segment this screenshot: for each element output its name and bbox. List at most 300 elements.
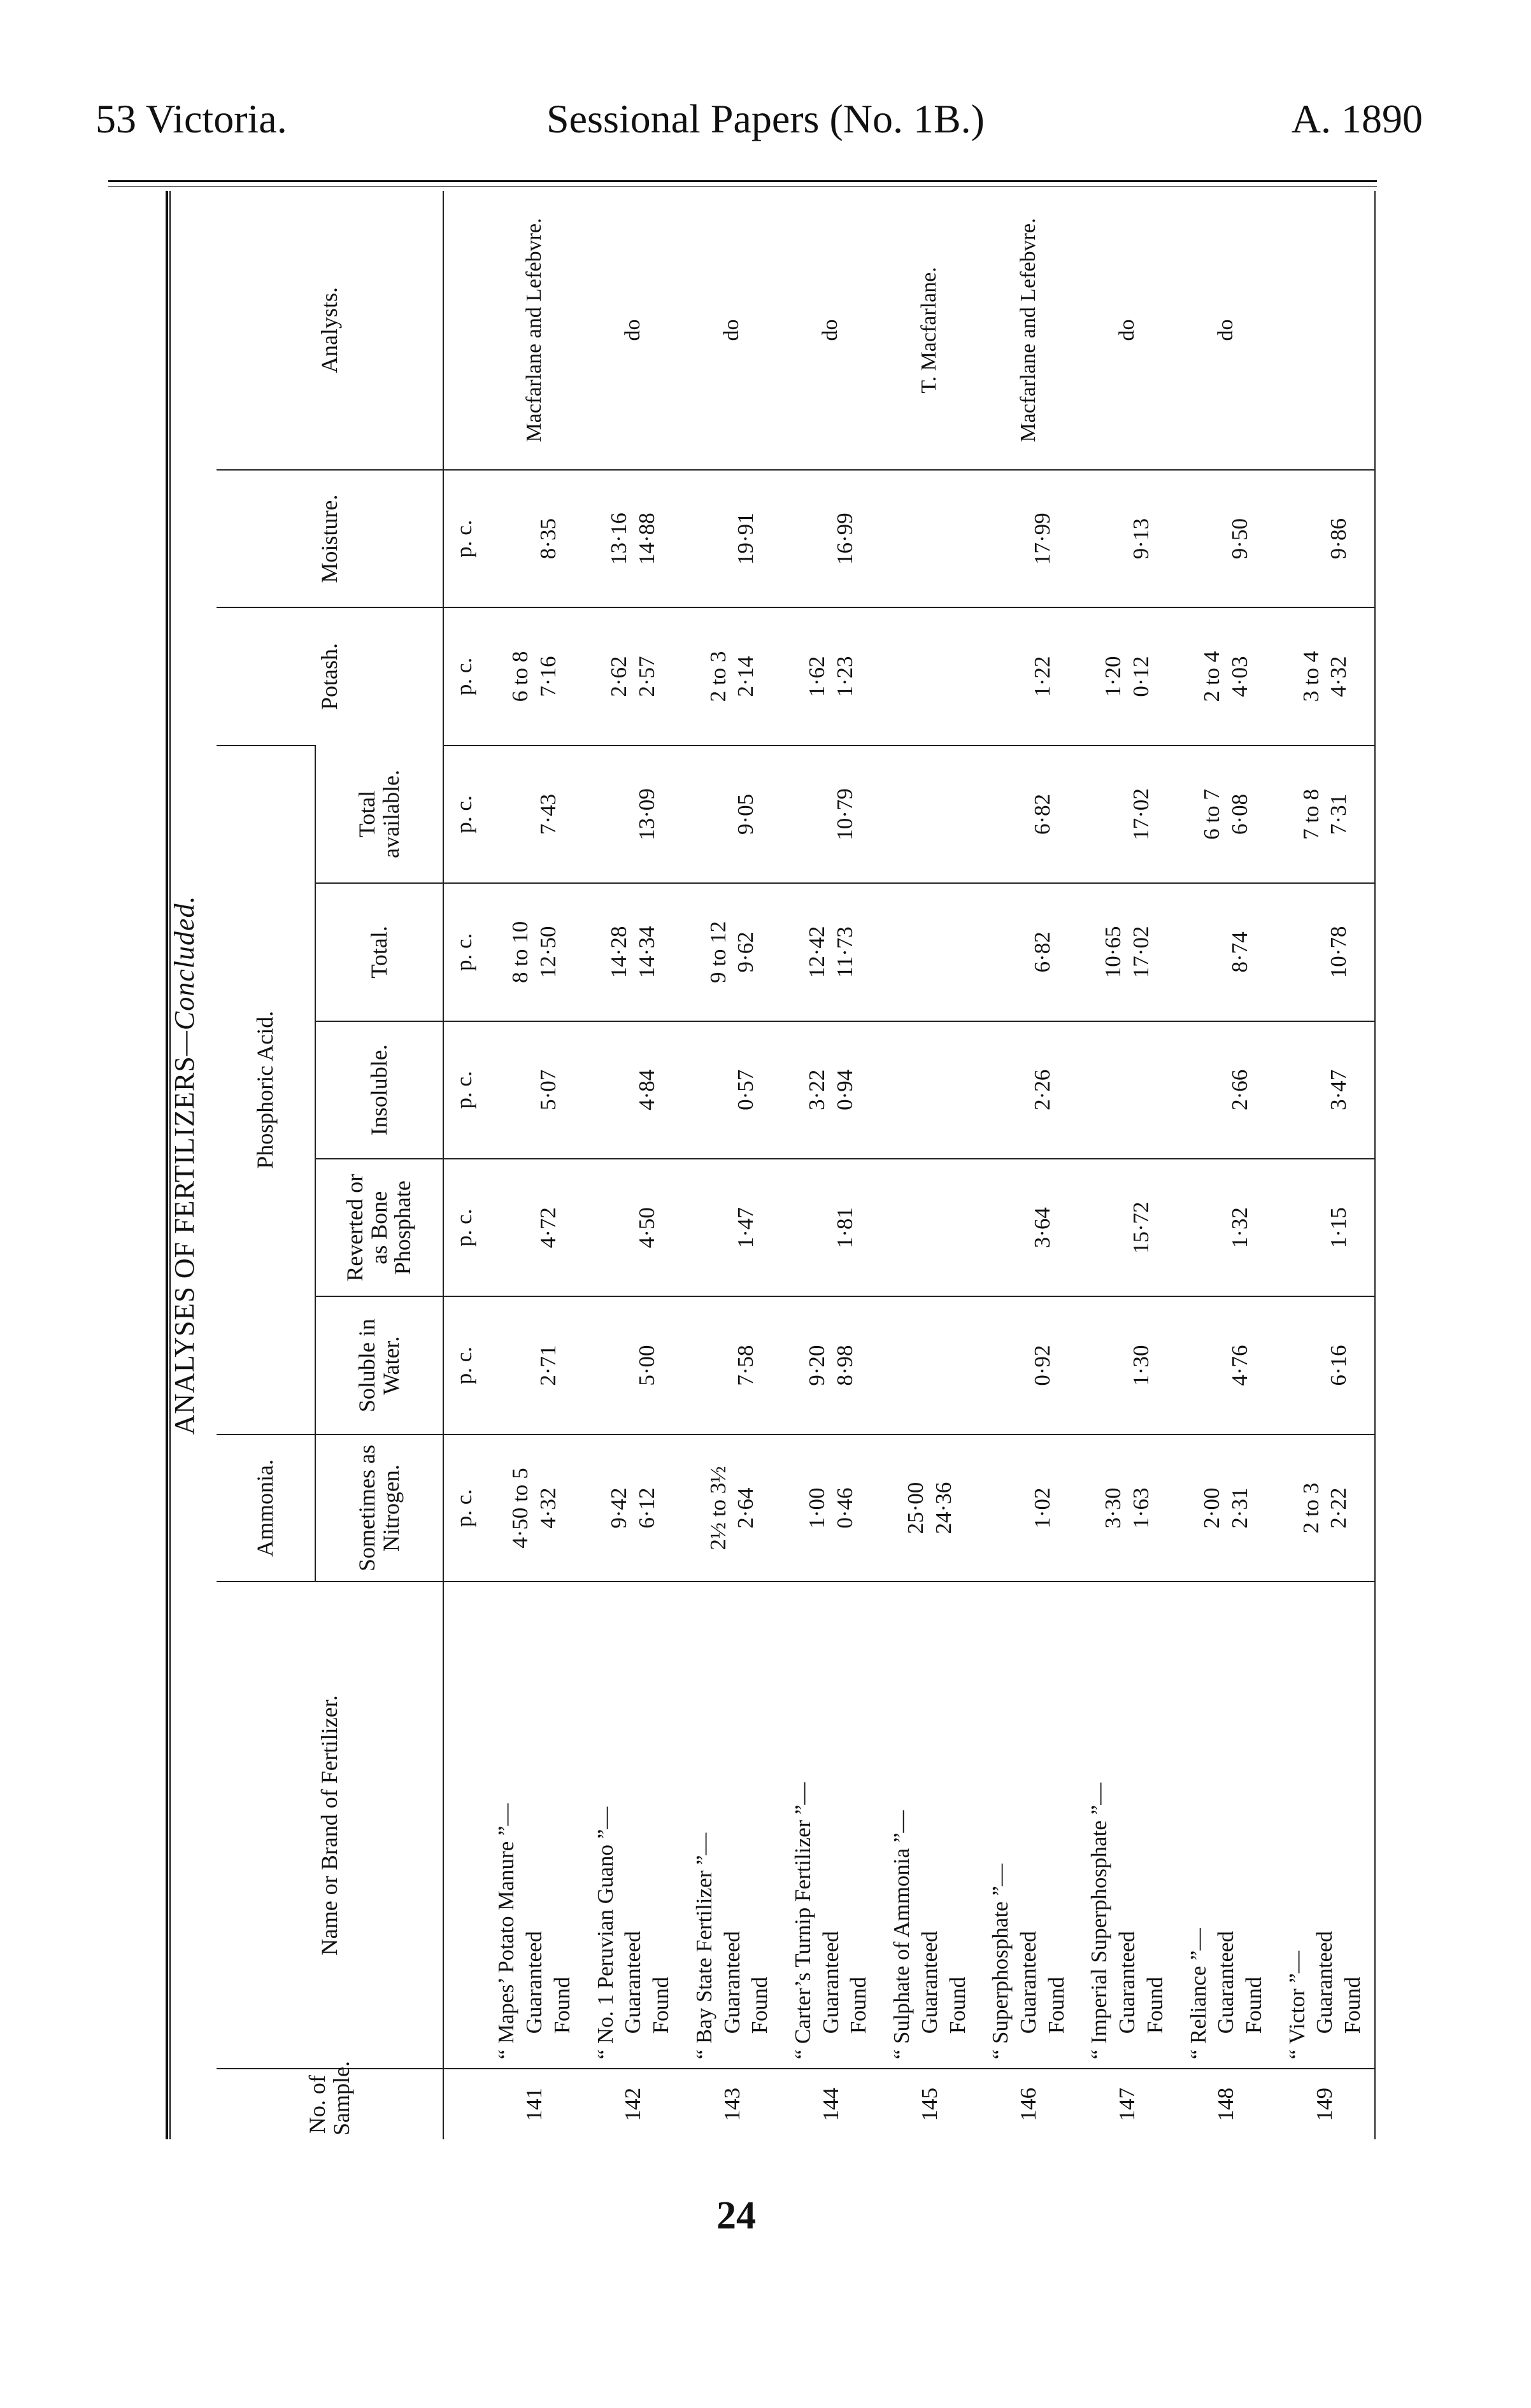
cell-moisture: [683, 470, 781, 607]
found-value: 4·72: [536, 1207, 561, 1249]
guaranteed-value: [1297, 474, 1325, 603]
cell-insoluble: [880, 1021, 979, 1159]
found-value: 17·99: [1029, 513, 1055, 565]
cell-total: [584, 883, 683, 1021]
found-value: [930, 612, 958, 740]
unit-blank-analysts: [443, 191, 485, 470]
found-value: 4·76: [1227, 1345, 1253, 1386]
analysts-text: do: [720, 319, 744, 341]
guaranteed-value: [1000, 474, 1029, 603]
found-value: 1·22: [1029, 656, 1055, 697]
guaranteed-value: 12·42: [804, 926, 829, 979]
guaranteed-label: Guaranteed: [916, 1930, 942, 2034]
cell-potash: [1078, 607, 1176, 745]
guaranteed-value: [902, 612, 930, 740]
found-value: 11·73: [832, 926, 857, 978]
table-row: [1276, 191, 1375, 2139]
found-value: 6·12: [634, 1487, 660, 1529]
guaranteed-value: [1198, 888, 1226, 1016]
col-total: Total.: [315, 883, 443, 1021]
cell-soluble: [1078, 1296, 1176, 1434]
cell-soluble: [683, 1296, 781, 1434]
guaranteed-value: 2·62: [606, 656, 632, 697]
guaranteed-value: [1198, 1301, 1226, 1429]
found-value: 3·64: [1029, 1207, 1055, 1249]
guaranteed-value: [704, 474, 732, 603]
fertilizer-name-text: “ No. 1 Peruvian Guano ”—: [592, 1806, 618, 2060]
cell-reverted: [1276, 1159, 1375, 1296]
guaranteed-label: Guaranteed: [1114, 1930, 1140, 2034]
sample-no: [683, 2069, 781, 2139]
cell-insoluble: [781, 1021, 880, 1159]
found-value: 9·13: [1129, 518, 1153, 560]
analysts-text: T. Macfarlane.: [917, 267, 941, 393]
table-row: [781, 191, 880, 2139]
found-value: 16·99: [832, 513, 857, 565]
guaranteed-value: [1000, 1439, 1029, 1578]
sample-no: [781, 2069, 880, 2139]
found-value: 9·50: [1227, 518, 1253, 560]
fertilizer-name: [485, 1582, 583, 2069]
guaranteed-value: [1099, 474, 1127, 603]
guaranteed-value: [1099, 1301, 1127, 1429]
col-analysts: Analysts.: [217, 191, 443, 470]
cell-total: [683, 883, 781, 1021]
cell-moisture: [979, 470, 1078, 607]
col-name: Name or Brand of Fertilizer.: [217, 1582, 443, 2069]
guaranteed-value: [902, 750, 930, 879]
found-value: 2·57: [634, 656, 660, 697]
table-title-text: ANALYSES OF FERTILIZERS: [169, 1056, 200, 1435]
cell-total: [1078, 883, 1176, 1021]
cell-moisture: [781, 470, 880, 607]
unit-blank-no: [443, 2069, 485, 2139]
guaranteed-label: Guaranteed: [818, 1930, 843, 2034]
analysts-text: do: [620, 319, 644, 341]
guaranteed-value: [704, 1026, 732, 1154]
cell-reverted: [880, 1159, 979, 1296]
found-value: 9·86: [1326, 518, 1351, 560]
guaranteed-value: [902, 888, 930, 1016]
guaranteed-value: 14·28: [606, 926, 632, 979]
cell-soluble: [781, 1296, 880, 1434]
table-row: [584, 191, 683, 2139]
found-label: Found: [549, 1976, 574, 2034]
cell-soluble: [1276, 1296, 1375, 1434]
found-label: Found: [1142, 1976, 1167, 2034]
found-value: 10·78: [1326, 926, 1351, 979]
cell-total: [1276, 883, 1375, 1021]
table-row: [683, 191, 781, 2139]
sample-no-text: 146: [1015, 2087, 1041, 2121]
guaranteed-value: [704, 1163, 732, 1292]
cell-reverted: [781, 1159, 880, 1296]
cell-potash: [1177, 607, 1276, 745]
col-soluble: Soluble in Water.: [315, 1296, 443, 1434]
analysts-cell: [683, 191, 781, 470]
guaranteed-value: [506, 1026, 534, 1154]
cell-total-available: [1276, 746, 1375, 883]
found-label: Found: [1340, 1976, 1365, 2034]
sample-no: [1078, 2069, 1176, 2139]
found-value: 4·32: [1326, 656, 1351, 697]
fertilizer-name-text: “ Imperial Superphosphate ”—: [1086, 1782, 1112, 2060]
found-label: Found: [846, 1976, 871, 2034]
analysts-cell: [1276, 191, 1375, 470]
cell-total-available: [485, 746, 583, 883]
found-value: [930, 1026, 958, 1154]
sample-no: [880, 2069, 979, 2139]
table-title-suffix: —Concluded.: [169, 895, 200, 1056]
sample-no: [979, 2069, 1078, 2139]
guaranteed-value: 9·20: [804, 1345, 829, 1386]
col-phosphoric-group: Phosphoric Acid.: [217, 746, 315, 1434]
rotated-table-area: [166, 191, 1382, 2139]
found-value: 4·03: [1227, 656, 1253, 697]
guaranteed-value: 6 to 8: [508, 651, 533, 702]
cell-moisture: [880, 470, 979, 607]
sample-no-text: 149: [1312, 2087, 1337, 2121]
guaranteed-value: 2 to 4: [1199, 651, 1225, 702]
analysts-cell: [979, 191, 1078, 470]
analysts-cell: [781, 191, 880, 470]
cell-potash: [485, 607, 583, 745]
header-rule: [108, 180, 1377, 182]
guaranteed-value: [1000, 1163, 1029, 1292]
page-number: 24: [716, 2194, 756, 2237]
guaranteed-value: 2½ to 3½: [705, 1466, 730, 1550]
analysts-cell: [1177, 191, 1276, 470]
unit-potash: p. c.: [443, 607, 485, 745]
unit-blank-name: [443, 1582, 485, 2069]
found-value: [1127, 1026, 1155, 1154]
guaranteed-value: 1·20: [1100, 656, 1126, 697]
found-value: 6·08: [1227, 793, 1253, 835]
found-value: 0·92: [1029, 1345, 1055, 1386]
unit-total-available: p. c.: [443, 746, 485, 883]
analysts-text: do: [818, 319, 843, 341]
found-value: 7·31: [1326, 793, 1351, 835]
fertilizer-name-text: “ Victor ”—: [1284, 1951, 1309, 2060]
found-value: 3·47: [1326, 1069, 1351, 1110]
cell-potash: [979, 607, 1078, 745]
guaranteed-value: 9·42: [606, 1487, 632, 1529]
cell-moisture: [584, 470, 683, 607]
fertilizer-name: [1276, 1582, 1375, 2069]
found-value: 9·05: [733, 793, 758, 835]
guaranteed-value: 2 to 3: [705, 651, 730, 702]
found-label: Found: [1043, 1976, 1069, 2034]
guaranteed-value: [1198, 1163, 1226, 1292]
guaranteed-value: [803, 750, 831, 879]
guaranteed-value: [1000, 888, 1029, 1016]
sample-no-text: 142: [620, 2087, 646, 2121]
cell-total-available: [584, 746, 683, 883]
unit-soluble: p. c.: [443, 1296, 485, 1434]
table-title: [166, 191, 204, 2139]
found-value: 1·47: [733, 1207, 758, 1249]
guaranteed-value: [1000, 1026, 1029, 1154]
guaranteed-value: [605, 1301, 633, 1429]
cell-potash: [781, 607, 880, 745]
fertilizer-name: [781, 1582, 880, 2069]
cell-insoluble: [1276, 1021, 1375, 1159]
header-rule-thin: [108, 186, 1377, 187]
cell-ammonia: [880, 1434, 979, 1582]
found-value: [930, 1163, 958, 1292]
fertilizer-name-text: “ Superphosphate ”—: [988, 1864, 1013, 2060]
found-value: 1·02: [1029, 1487, 1055, 1529]
found-value: 1·81: [832, 1207, 857, 1249]
guaranteed-value: 8 to 10: [508, 921, 533, 983]
cell-total-available: [683, 746, 781, 883]
table-body: [443, 191, 1375, 2139]
cell-ammonia: [683, 1434, 781, 1582]
cell-reverted: [1078, 1159, 1176, 1296]
found-value: 7·58: [733, 1345, 758, 1386]
cell-insoluble: [1177, 1021, 1276, 1159]
guaranteed-value: [1198, 1026, 1226, 1154]
found-value: 2·22: [1326, 1487, 1351, 1529]
guaranteed-value: [605, 1163, 633, 1292]
cell-ammonia: [584, 1434, 683, 1582]
cell-insoluble: [584, 1021, 683, 1159]
guaranteed-value: [803, 474, 831, 603]
found-value: 4·84: [634, 1069, 660, 1110]
cell-moisture: [1276, 470, 1375, 607]
guaranteed-value: [506, 1163, 534, 1292]
found-value: 12·50: [536, 926, 561, 979]
guaranteed-value: [1297, 1301, 1325, 1429]
cell-ammonia: [1276, 1434, 1375, 1582]
found-value: 2·26: [1029, 1069, 1055, 1110]
sample-no: [1177, 2069, 1276, 2139]
cell-insoluble: [979, 1021, 1078, 1159]
found-value: [930, 750, 958, 879]
analysts-cell: [880, 191, 979, 470]
cell-ammonia: [485, 1434, 583, 1582]
cell-ammonia: [1078, 1434, 1176, 1582]
found-value: 2·71: [536, 1345, 561, 1386]
guaranteed-value: [704, 750, 732, 879]
found-value: 0·94: [832, 1069, 857, 1110]
guaranteed-value: 1·00: [804, 1487, 829, 1529]
guaranteed-value: 9 to 12: [705, 921, 730, 983]
found-value: 4·50: [634, 1207, 660, 1249]
col-insoluble: Insoluble.: [315, 1021, 443, 1159]
cell-insoluble: [683, 1021, 781, 1159]
found-value: 1·30: [1129, 1345, 1153, 1386]
cell-soluble: [979, 1296, 1078, 1434]
cell-reverted: [979, 1159, 1078, 1296]
guaranteed-value: 2·00: [1199, 1487, 1225, 1529]
found-value: 8·35: [536, 518, 561, 560]
unit-total: p. c.: [443, 883, 485, 1021]
guaranteed-value: [902, 1163, 930, 1292]
cell-reverted: [1177, 1159, 1276, 1296]
cell-reverted: [584, 1159, 683, 1296]
guaranteed-value: 13·16: [606, 513, 632, 565]
analysts-cell: [584, 191, 683, 470]
guaranteed-value: [1000, 612, 1029, 740]
cell-potash: [584, 607, 683, 745]
found-value: 0·12: [1129, 656, 1153, 697]
guaranteed-value: 25·00: [902, 1482, 928, 1534]
analysts-text: do: [1213, 319, 1237, 341]
fertilizer-name: [1078, 1582, 1176, 2069]
guaranteed-value: [506, 750, 534, 879]
sample-no: [1276, 2069, 1375, 2139]
cell-moisture: [485, 470, 583, 607]
cell-total: [781, 883, 880, 1021]
cell-ammonia: [979, 1434, 1078, 1582]
guaranteed-value: [605, 750, 633, 879]
guaranteed-value: [803, 1163, 831, 1292]
found-value: 1·23: [832, 656, 857, 697]
col-total-available: Total available.: [315, 746, 443, 883]
guaranteed-value: [1099, 1026, 1127, 1154]
guaranteed-value: 1·62: [804, 656, 829, 697]
analysts-cell: [485, 191, 583, 470]
fertilizer-name: [880, 1582, 979, 2069]
found-value: [930, 888, 958, 1016]
fertilizer-name: [683, 1582, 781, 2069]
cell-soluble: [485, 1296, 583, 1434]
found-value: 2·31: [1227, 1487, 1253, 1529]
guaranteed-value: 7 to 8: [1298, 789, 1323, 840]
guaranteed-label: Guaranteed: [522, 1930, 547, 2034]
guaranteed-value: 3 to 4: [1298, 651, 1323, 702]
cell-soluble: [584, 1296, 683, 1434]
fertilizer-name: [584, 1582, 683, 2069]
fertilizer-name-text: “ Sulphate of Ammonia ”—: [889, 1810, 915, 2060]
sample-no-text: 143: [719, 2087, 744, 2121]
analysts-cell: [1078, 191, 1176, 470]
guaranteed-value: [506, 1301, 534, 1429]
col-ammonia-group: Ammonia.: [217, 1434, 315, 1582]
unit-moisture: p. c.: [443, 470, 485, 607]
sample-no-text: 145: [916, 2087, 942, 2121]
unit-insoluble: p. c.: [443, 1021, 485, 1159]
guaranteed-value: [1198, 474, 1226, 603]
found-value: 6·82: [1029, 931, 1055, 973]
cell-potash: [1276, 607, 1375, 745]
fertilizer-name-text: “ Mapes’ Potato Manure ”—: [494, 1803, 519, 2060]
header-title: Sessional Papers (No. 1B.): [546, 96, 985, 141]
cell-total-available: [781, 746, 880, 883]
table-row: [1177, 191, 1276, 2139]
header-year: A. 1890: [1291, 96, 1423, 141]
fertilizer-name: [979, 1582, 1078, 2069]
table-row: [979, 191, 1078, 2139]
guaranteed-value: [1297, 888, 1325, 1016]
guaranteed-value: [704, 1301, 732, 1429]
found-value: 9·62: [733, 931, 758, 973]
col-no: No. of Sample.: [217, 2069, 443, 2139]
table-row: [485, 191, 583, 2139]
guaranteed-label: Guaranteed: [620, 1930, 646, 2034]
found-value: 2·64: [733, 1487, 758, 1529]
found-value: 0·46: [832, 1487, 857, 1529]
guaranteed-value: [902, 1301, 930, 1429]
unit-row: [443, 191, 485, 2139]
sample-no-text: 144: [818, 2087, 843, 2121]
found-value: 13·09: [634, 788, 660, 840]
found-value: 6·82: [1029, 793, 1055, 835]
found-value: 8·74: [1227, 931, 1253, 973]
sample-no-text: 141: [522, 2087, 547, 2121]
analysts-text: Macfarlane and Lefebvre.: [1016, 218, 1040, 443]
found-value: [930, 474, 958, 603]
col-ammonia: Sometimes as Nitrogen.: [315, 1434, 443, 1582]
guaranteed-label: Guaranteed: [1015, 1930, 1041, 2034]
cell-insoluble: [485, 1021, 583, 1159]
found-value: 14·88: [634, 513, 660, 565]
guaranteed-value: [1099, 750, 1127, 879]
sample-no: [485, 2069, 583, 2139]
sample-no: [584, 2069, 683, 2139]
analysts-text: do: [1114, 319, 1139, 341]
found-label: Found: [648, 1976, 674, 2034]
found-value: 7·16: [536, 656, 561, 697]
guaranteed-value: [605, 1026, 633, 1154]
cell-total: [979, 883, 1078, 1021]
cell-insoluble: [1078, 1021, 1176, 1159]
table-row: [1078, 191, 1176, 2139]
fertilizer-name: [1177, 1582, 1276, 2069]
cell-potash: [880, 607, 979, 745]
found-value: 2·14: [733, 656, 758, 697]
fertilizer-table: [217, 191, 1376, 2139]
sample-no-text: 147: [1114, 2087, 1140, 2121]
cell-moisture: [1177, 470, 1276, 607]
fertilizer-name-text: “ Reliance ”—: [1185, 1928, 1211, 2060]
found-value: [930, 1301, 958, 1429]
found-value: 1·63: [1129, 1487, 1153, 1529]
unit-ammonia: p. c.: [443, 1434, 485, 1582]
found-value: 2·66: [1227, 1069, 1253, 1110]
found-value: 6·16: [1326, 1345, 1351, 1386]
guaranteed-value: [506, 474, 534, 603]
found-value: 15·72: [1129, 1201, 1153, 1254]
analysts-text: Macfarlane and Lefebvre.: [522, 218, 546, 443]
cell-total-available: [1078, 746, 1176, 883]
fertilizer-name-text: “ Carter’s Turnip Fertilizer ”—: [790, 1782, 815, 2060]
cell-total-available: [979, 746, 1078, 883]
found-value: 10·79: [832, 788, 857, 840]
found-value: 14·34: [634, 926, 660, 979]
col-reverted: Reverted or as Bone Phosphate: [315, 1159, 443, 1296]
guaranteed-value: [1000, 1301, 1029, 1429]
table-row: [880, 191, 979, 2139]
guaranteed-label: Guaranteed: [719, 1930, 744, 2034]
cell-potash: [683, 607, 781, 745]
found-value: 19·91: [733, 513, 758, 565]
found-label: Found: [747, 1976, 773, 2034]
found-value: 7·43: [536, 793, 561, 835]
cell-reverted: [485, 1159, 583, 1296]
guaranteed-value: [902, 474, 930, 603]
guaranteed-label: Guaranteed: [1213, 1930, 1239, 2034]
cell-total-available: [1177, 746, 1276, 883]
found-label: Found: [944, 1976, 970, 2034]
found-value: 24·36: [930, 1482, 956, 1534]
guaranteed-value: 6 to 7: [1199, 789, 1225, 840]
guaranteed-value: [1099, 1163, 1127, 1292]
cell-soluble: [880, 1296, 979, 1434]
guaranteed-value: 4·50 to 5: [508, 1468, 533, 1548]
found-value: 5·00: [634, 1345, 660, 1386]
